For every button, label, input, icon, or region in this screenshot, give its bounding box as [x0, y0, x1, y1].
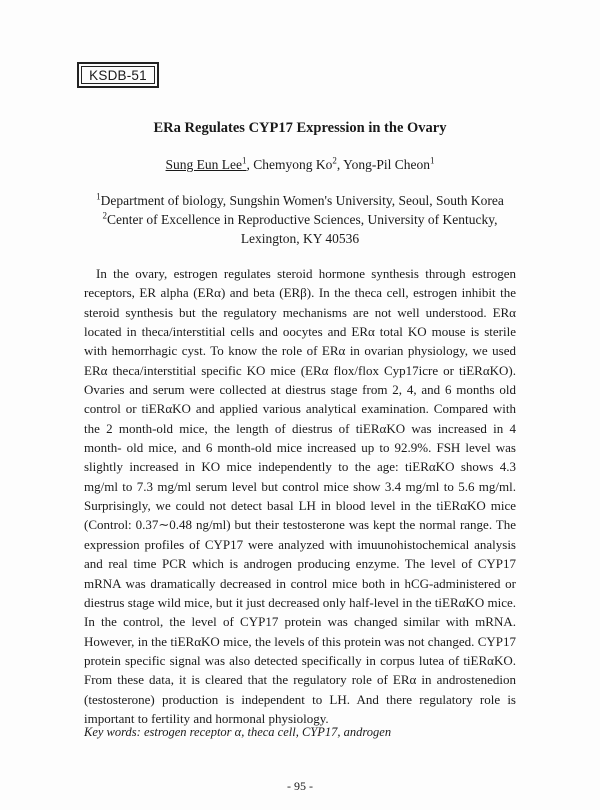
affiliation-marker: 1	[242, 155, 247, 166]
author-name: Chemyong Ko	[253, 157, 333, 172]
keywords-line: Key words: estrogen receptor α, theca cell, CYP17, androgen	[84, 725, 392, 739]
affiliation-text: Department of biology, Sungshin Women's University, Seoul, South Korea	[100, 193, 504, 208]
affiliation-1	[0, 193, 600, 209]
affiliation-marker: 1	[96, 191, 101, 202]
abstract-code-badge	[77, 62, 159, 88]
affiliation-2	[0, 212, 600, 228]
abstract-body: In the ovary, estrogen regulates steroid hormone synthesis through estrogen receptors, ER alpha (ERα) and beta (ERβ). In the theca cell, estrogen inhibit the steroid synthesis but the regulatory mechanisms are not well understood. ERα located in theca/interstitial cells and oocytes and ERα total KO mouse is sterile with hemorrhagic cyst. To know the role of ERα in ovarian physiology, we used ERα theca/interstitial specific KO mice (ERα flox/flox Cyp17icre or tiERαKO). Ovaries and serum were collected at diestrus stage from 2, 4, and 6 months old control or tiERαKO and applied various analytical examination. Compared with the 2 month-old mice, the length of diestrus of tiERαKO was increased in 4 month- old mice, and 6 month-old mice increased up to 92.9%. FSH level was slightly increased in KO mice independently to the age: tiERαKO shows 4.3 mg/ml to 7.3 mg/ml serum level but control mice show 3.4 mg/ml to 5.6 mg/ml. Surprisingly, we could not detect basal LH in blood level in the tiERαKO mice (Control: 0.37∼0.48 ng/ml) but their testosterone was kept the normal range. The expression profiles of CYP17 were analyzed with imuunohistochemical analysis and real time PCR which is androgen producing enzyme. The level of CYP17 mRNA was dramatically decreased in control mice both in hCG-administered or diestrus stage wild mice, but it just decreased only half-level in the tiERαKO mice. In the control, the level of CYP17 protein was changed similar with mRNA. However, in the tiERαKO mice, the levels of this protein was not changed. CYP17 protein specific signal was also detected specifically in corpus lutea of tiERαKO. From these data, it is cleared that the regulatory role of ERα in androstenedion (testosterone) production is independent to LH. And there regulatory role is important to fertility and hormonal physiology.	[84, 266, 516, 726]
page-number: - 95 -	[287, 779, 313, 793]
affiliation-marker: 1	[429, 155, 435, 166]
author-name: Yong-Pil Cheon	[343, 157, 430, 172]
affiliation-2-continued: Lexington, KY 40536	[240, 231, 360, 246]
affiliation-marker: 2	[102, 210, 107, 221]
author-list: Sung Eun Lee$^1$, Chemyong Ko$^2$, Yong-Pil Cheon$^1$	[165, 155, 435, 172]
affiliation-text: Center of Excellence in Reproductive Sciences, University of Kentucky,	[107, 212, 498, 227]
presenting-author	[166, 157, 247, 172]
paper-title: ERa Regulates CYP17 Expression in the Ovary	[153, 120, 447, 136]
affiliation-marker: 2	[332, 155, 337, 166]
author-name: Sung Eun Lee	[165, 157, 243, 172]
abstract-code-text: KSDB-51	[81, 66, 155, 84]
